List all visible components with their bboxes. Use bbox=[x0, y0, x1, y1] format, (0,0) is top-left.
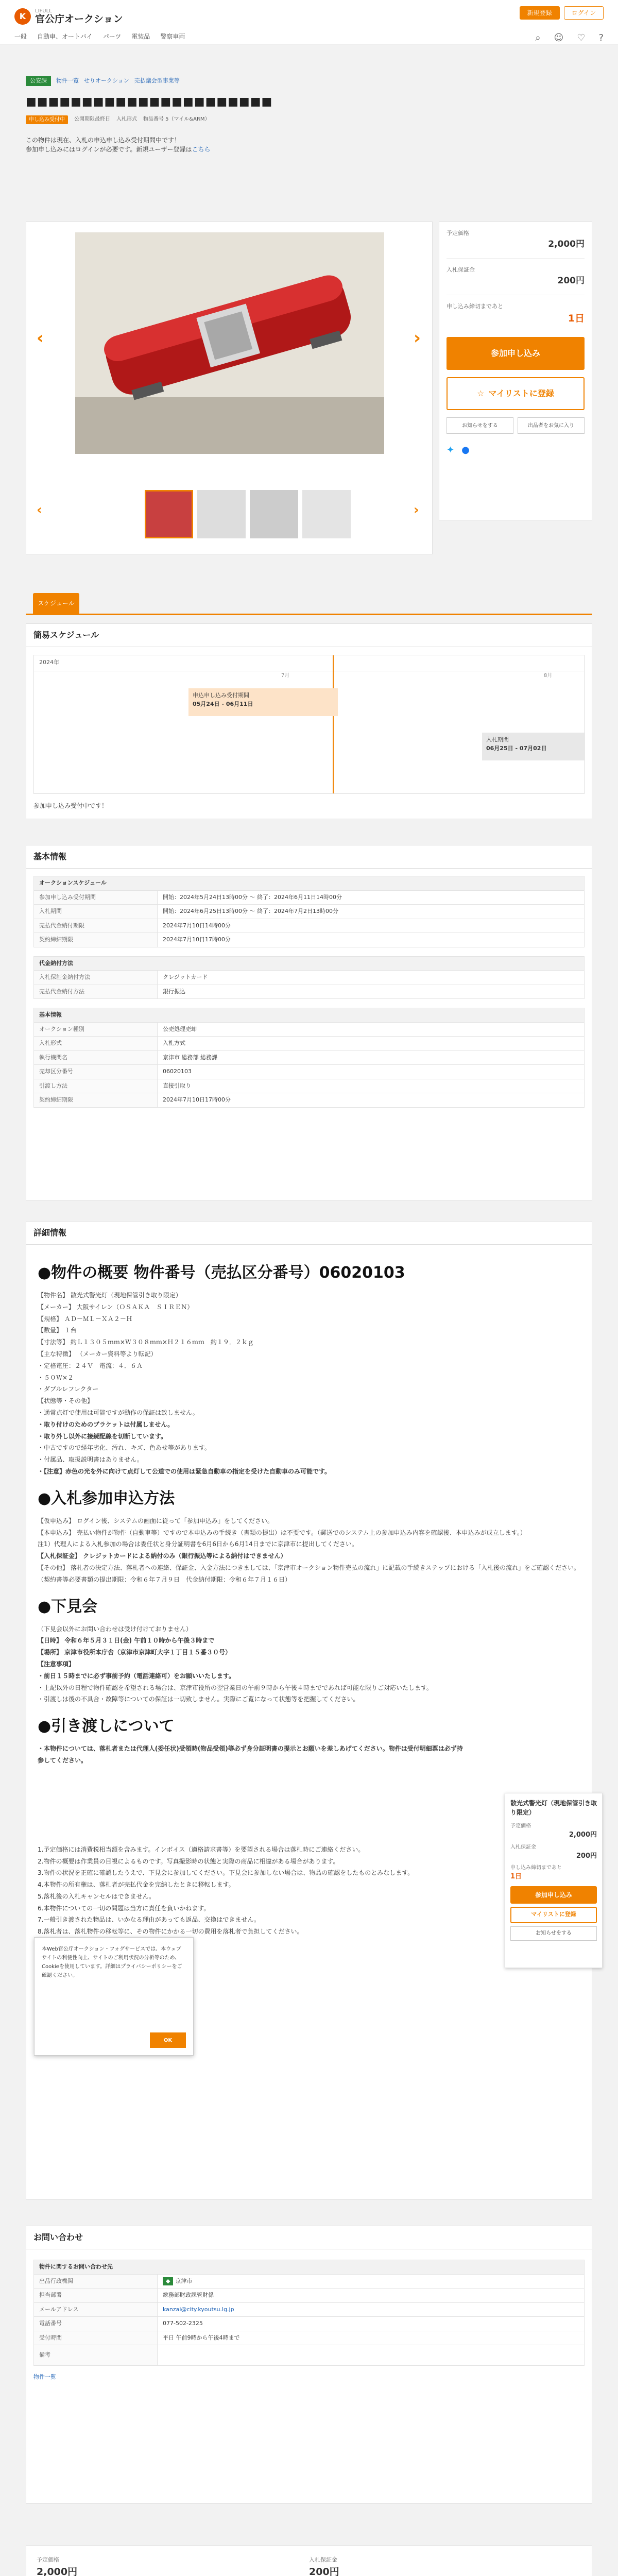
spec-list: 【物件名】 散光式警光灯（現地保管引き取り限定） 【メーカー】 大阪サイレン（ＯＳＡＫＡ ＳＩＲＥＮ） 【規格】 ＡＤ－ＭＬ－ＸＡ２－Ｈ 【数量】 １台 【寸法等】 約Ｌ１３０５ｍｍ×Ｗ３０８ｍｍ×Ｈ２１６ｍｍ 約１９．２ｋｇ 【主な特徴】 （メーカー資料等より転記） ・定格電圧：２４Ｖ 電流：４．６Ａ ・５０Ｗ×２ ・ダブルレフレクター 【状態等・その他】 ・通常点灯で使用は可能ですが動作の保証は致しません。 ・取り付けのためのブラケットは付属しません。 ・取り外し以外に接続配線を切断しています。 ・中古ですので経年劣化、汚れ、キズ、色あせ等があります。 ・付属品、取扱説明書はありません。 ・【注意】赤色の光を外に向けて点灯して公道での使用は緊急自動車の指定を受けた自動車のみ可能です。 bbox=[38, 1292, 331, 1475]
nav-item[interactable]: 一般 bbox=[14, 33, 27, 40]
deposit-label: 入札保証金 bbox=[447, 266, 475, 273]
email-link[interactable]: kanzai@city.kyoutsu.lg.jp bbox=[163, 2306, 234, 2313]
favorite-org-button[interactable]: 出品者をお気に入り bbox=[518, 417, 585, 434]
contact-table: 物件に関するお問い合わせ先 出品行政機関 ◆ 京津市 担当部署 総務部財政課管財係 メールアドレス kanzai@city.kyoutsu.lg.jp 電話番号 077-502-2325 受付時間 平日 午前9時から午後4時まで 備考 bbox=[33, 2260, 585, 2366]
price-panel bbox=[439, 222, 592, 520]
heart-icon[interactable]: ♡ bbox=[577, 32, 586, 43]
notice-line2: 参加申し込みにはログインが必要です。新規ユーザー登録は bbox=[26, 145, 192, 153]
schedule-year: 2024年 bbox=[39, 659, 59, 666]
thumbnail[interactable] bbox=[302, 490, 351, 538]
cookie-text: 本Web官公庁オークション・フォグサービスでは、本ウェブサイトの利便性向上、サイトのご利用状況の分析等のため、Cookieを使用しています。詳細はプライバシーポリシーをご確認ください。 bbox=[42, 1946, 182, 1978]
handover-list: 1.予定価格には消費税相当額を含みます。インボイス（適格請求書等）を要望される場合は落札時にご連絡ください。 2.物件の概要は作業員の目視によるものです。写真撮影時の状態と実際の商品に相違がある場合があります。 3.物件の状況を正確に確認したうえで、下見会に参加してください。下見会に参加しない場合は、物品の確認をしたものとみなします。 4.本物件の所有権は、落札者が売払代金を完納したときに移転します。 5.落札後の入札キャンセルはできません。 6.本物件についての一切の問題は当方に責任を負いかねます。 7.一般引き渡された物品は、いかなる理由があっても返品、交換はできません。 8.落札者は、落札物件の移転等に、その物件にかかる一切の費用を落札者で負担してください。 bbox=[38, 1845, 414, 1936]
twitter-icon[interactable]: ✦ bbox=[447, 445, 455, 455]
tag-item: 入札形式 bbox=[116, 116, 137, 122]
next-image-icon[interactable]: › bbox=[414, 328, 421, 348]
mylist-button[interactable]: ☆ マイリストに登録 bbox=[447, 377, 585, 410]
bottom-price: 2,000円 bbox=[37, 2566, 78, 2576]
bottom-deposit: 200円 bbox=[309, 2566, 339, 2576]
tag-item: 公開期限最終日 bbox=[74, 116, 110, 122]
month-label: 7月 bbox=[281, 673, 290, 679]
nav-item[interactable]: 電装品 bbox=[131, 33, 150, 40]
handover-note: ・本物件については、落札者または代理人(委任状)受領時(物品受領)等必ず身分証明書の提示とお願いを差しあげてください。物件は受付明細票は必ず持参してください。 bbox=[38, 1745, 463, 1764]
basic-info-section bbox=[26, 845, 592, 1200]
tab-schedule[interactable]: スケジュール bbox=[33, 593, 79, 614]
start-price-label: 予定価格 bbox=[447, 230, 469, 236]
apply-method-list: 【仮申込み】 ログイン後、システムの画面に従って「参加申込み」をしてください。 【本申込み】 売払い物件が物件（自動車等）ですので本申込みの手続き（書類の提出）は不要です。（郵送でのシステム上の参加申込み内容を確認後、本申込みが成立します。） 注1）代理人による入札参加の場合は委任状と身分証明書を6月6日から6月14日までに京津市に提出してください。 【入札保証金】 クレジットカードによる納付のみ（銀行振込等による納付はできません） 【その他】 落札者の決定方法、落札者への連絡、保証金、入金方法につきましては、「京津市オークション物件売払の流れ」に記載の手続きステップにおける「入札後の流れ」をご確認ください。 （契約書等必要書類の提出期限：令和６年７月９日 代金納付期限：令和６年７月１６日） bbox=[38, 1517, 580, 1583]
org-icon: ◆ bbox=[163, 2277, 173, 2286]
star-icon: ☆ bbox=[477, 388, 485, 398]
login-button[interactable]: ログイン bbox=[564, 6, 604, 20]
group-header: 基本情報 bbox=[34, 1008, 585, 1023]
floating-price-panel: 散光式警光灯（現地保管引き取り限定） 予定価格 2,000円 入札保証金 200円 申し込み締切まであと 1日 参加申し込み マイリストに登録 お知らせをする bbox=[505, 1793, 603, 1968]
section-heading: ●入札参加申込方法 bbox=[38, 1489, 175, 1507]
site-logo[interactable] bbox=[14, 8, 123, 25]
site-header bbox=[0, 0, 618, 44]
breadcrumb-item[interactable]: 物件一覧 bbox=[56, 77, 79, 84]
tab-bar bbox=[26, 591, 592, 615]
start-price: 2,000円 bbox=[447, 238, 585, 259]
floating-apply-button[interactable]: 参加申し込み bbox=[510, 1886, 597, 1904]
nav-item[interactable]: 警察車両 bbox=[160, 33, 185, 40]
logo-sub: LIFULL bbox=[35, 8, 52, 14]
schedule-note: 参加申し込み受付中です！ bbox=[33, 802, 108, 809]
help-icon[interactable]: ? bbox=[598, 32, 604, 43]
warning-light-photo bbox=[75, 232, 384, 454]
main-photo[interactable] bbox=[75, 232, 384, 454]
thumbnail[interactable] bbox=[250, 490, 298, 538]
thumbnail[interactable] bbox=[197, 490, 246, 538]
application-period-bar: 申込申し込み受付期間 05月24日 - 06月11日 bbox=[188, 688, 338, 716]
schedule-chart bbox=[33, 655, 585, 794]
search-icon[interactable]: ⌕ bbox=[535, 32, 541, 43]
basic-info-title: 基本情報 bbox=[26, 845, 592, 869]
section-heading: ●物件の概要 物件番号（売払区分番号）06020103 bbox=[38, 1264, 405, 1282]
nav-item[interactable]: 自動車、オートバイ bbox=[37, 33, 93, 40]
next-thumb-icon[interactable]: › bbox=[414, 502, 419, 518]
image-gallery bbox=[26, 222, 433, 554]
cookie-banner bbox=[34, 1937, 194, 2056]
preview-list: （下見会以外にお問い合わせは受け付けておりません） 【日時】 令和６年５月３１日(金) 午前１０時から午後３時まで 【場所】 京津市役所本庁舎（京津市京津町大字１丁目１５番３０号） 【注意事項】 ・前日１５時までに必ず事前予約（電話連絡可）をお願いいたします。 ・上記以外の日程で物件確認を希望される場合は、京津市役所の翌営業日の午前９時から午後４時までであれば可能な限りご対応いたします。 ・引渡しは後の不具合・故障等についての保証は一切致しません。実際にご覧になって状態等を把握してください。 bbox=[38, 1625, 433, 1703]
prev-thumb-icon[interactable]: ‹ bbox=[37, 502, 42, 518]
org-badge[interactable]: 公安課 bbox=[26, 76, 51, 86]
logo-title: 官公庁オークション bbox=[35, 13, 123, 25]
prev-image-icon[interactable]: ‹ bbox=[37, 328, 44, 348]
thumbnail-strip bbox=[145, 490, 351, 538]
section-heading: ●下見会 bbox=[38, 1597, 98, 1616]
floating-days: 1日 bbox=[510, 1873, 522, 1880]
floating-price: 2,000円 bbox=[569, 1831, 597, 1839]
floating-notify-button[interactable]: お知らせをする bbox=[510, 1926, 597, 1941]
breadcrumb-item[interactable]: 売払議会型事業等 bbox=[134, 77, 180, 84]
deposit: 200円 bbox=[447, 275, 585, 296]
days-label: 申し込み締切まであと bbox=[447, 303, 503, 310]
bottom-action-panel: 予定価格 2,000円 入札保証金 200円 bbox=[26, 2545, 592, 2576]
floating-mylist-button[interactable]: マイリストに登録 bbox=[510, 1907, 597, 1923]
contact-title: お問い合わせ bbox=[26, 2226, 592, 2249]
schedule-title: 簡易スケジュール bbox=[26, 624, 592, 647]
cookie-ok-button[interactable]: OK bbox=[150, 2032, 186, 2048]
floating-title: 散光式警光灯（現地保管引き取り限定） bbox=[510, 1800, 597, 1816]
logo-mark-icon: K bbox=[14, 8, 31, 25]
contact-section bbox=[26, 2226, 592, 2504]
user-icon[interactable]: ☺ bbox=[554, 32, 564, 43]
category-nav bbox=[14, 32, 185, 41]
thumbnail[interactable] bbox=[145, 490, 193, 538]
nav-item[interactable]: パーツ bbox=[102, 33, 122, 40]
listing-link[interactable]: 物件一覧 bbox=[33, 2374, 56, 2380]
tag-item: 物品番号 5（マイル&ARM） bbox=[143, 116, 210, 122]
page-title: ■■■■■■■■■■■■■■■■■■■■■■ bbox=[26, 95, 273, 108]
detail-title: 詳細情報 bbox=[26, 1222, 592, 1245]
basic-info-table: オークションスケジュール 参加申し込み受付期間 開始：2024年5月24日13時00分 ～ 終了：2024年6月11日14時00分 入札期間 開始：2024年6月25日13時00分 ～ 終了：2024年7月2日13時00分 売払代金納付期限 2024年7月10日14時00分 契約締結期限 2024年7月10日17時00分 代金納付方法 入札保証金納付方法 クレジットカード 売払代金納付方法 銀行振込 基本情報 オークション種別 公売処理売却 入札形式 入札方式 執行機関名 京津市 総務部 総務課 売却区分番号 06020103 引渡し方法 直接引取り 契約締結期限 2024年7月10日17時00分 bbox=[33, 876, 585, 1108]
signup-link[interactable]: こちら bbox=[192, 145, 211, 153]
facebook-icon[interactable]: ● bbox=[461, 445, 470, 455]
group-header: 代金納付方法 bbox=[34, 956, 585, 971]
breadcrumb-item[interactable]: せりオークション bbox=[84, 77, 129, 84]
notice-line1: この物件は現在、入札の申込申し込み受付期間中です！ bbox=[26, 136, 181, 144]
notify-button[interactable]: お知らせをする bbox=[447, 417, 513, 434]
title-area bbox=[26, 76, 592, 154]
floating-deposit: 200円 bbox=[576, 1852, 597, 1860]
schedule-section bbox=[26, 623, 592, 819]
apply-button[interactable]: 参加申し込み bbox=[447, 337, 585, 370]
days-left: 1日 bbox=[568, 312, 585, 324]
section-heading: ●引き渡しについて bbox=[38, 1717, 175, 1736]
register-button[interactable]: 新規登録 bbox=[520, 6, 560, 20]
month-label: 8月 bbox=[544, 673, 553, 679]
status-badge: 申し込み受付中 bbox=[26, 115, 68, 124]
bid-period-bar: 入札期間 06月25日 - 07月02日 bbox=[482, 733, 585, 760]
today-line bbox=[333, 655, 334, 793]
group-header: オークションスケジュール bbox=[34, 876, 585, 891]
